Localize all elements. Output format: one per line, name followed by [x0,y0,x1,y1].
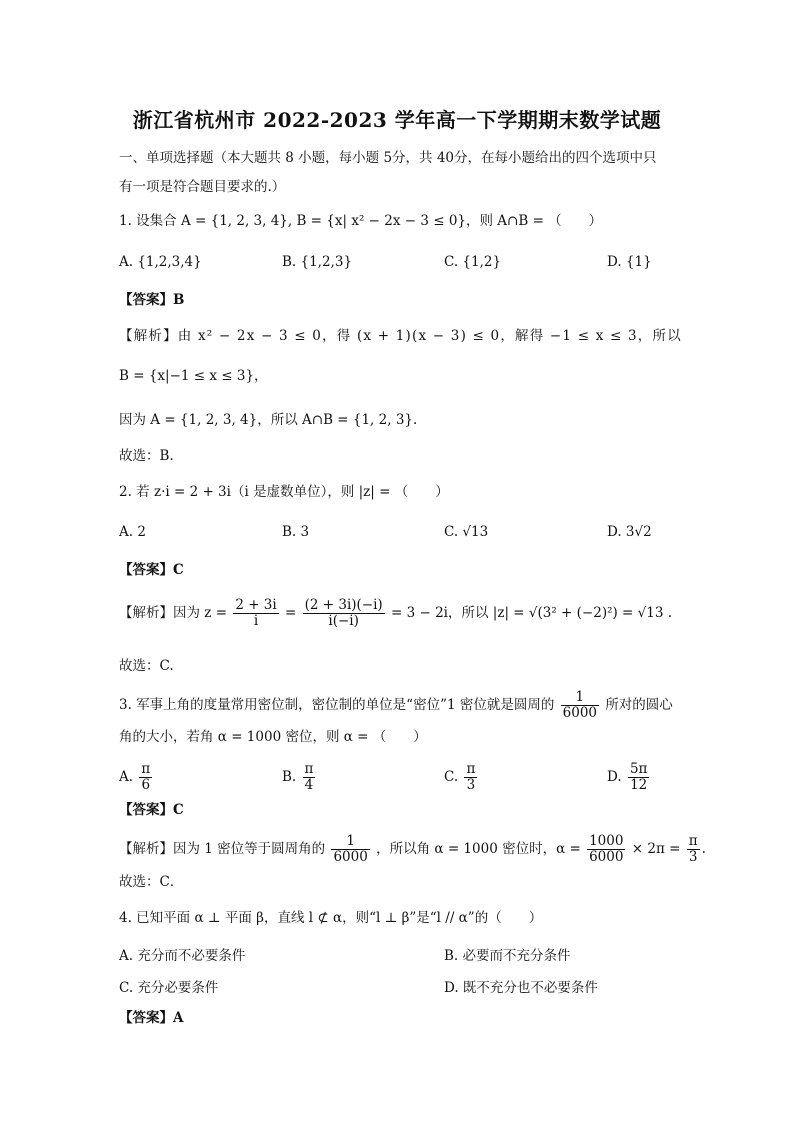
q2-analysis: 【解析】因为 z = $\frac{2 + 3i}{i}$ = $\frac{(2 + 3i)(-i)}{i(-i)}$ = 3 − 2i，所以 |z| = √(3² + (−2)²) = √13 . [119,597,673,629]
q1-answer: 【答案】B [119,292,185,308]
q3-conclusion: 故选：C． [119,874,184,890]
q3-option-a-fraction [139,762,152,793]
q2-option-d: D. 3√2 [607,524,652,540]
q3-analysis-fraction-1 [331,834,369,865]
q3-option-d-label: D. [607,769,622,785]
q3-stem-b: 所对的圆心 [605,697,673,713]
q3-analysis-a: 【解析】因为 1 密位等于圆周角的 [119,841,326,857]
q3-analysis-fraction-1-numerator: 1 [331,834,369,850]
q3-option-d [607,762,651,793]
q2-fraction-1 [233,598,278,629]
q2-answer: 【答案】C [119,562,184,578]
q3-analysis-fraction-3 [687,834,700,865]
q3-option-b-label: B. [282,769,297,785]
q3-analysis-c: × 2π = [631,841,681,857]
q3-option-a-numerator: π [141,761,151,777]
q3-option-d-denominator: 12 [630,777,648,793]
q3-option-b-numerator: π [304,761,314,777]
q4-stem: 4. 已知平面 α ⊥ 平面 β，直线 l ⊄ α，则“l ⊥ β”是“l // α”的（ ） [119,910,543,926]
q1-option-b: B. {1,2,3} [282,254,353,270]
q3-option-d-numerator: 5π [629,761,648,777]
q2-fraction-1-numerator: 2 + 3i [235,597,277,613]
q3-analysis: 【解析】因为 1 密位等于圆周角的 $\frac{1}{6000}$ ，所以角 α = 1000 密位时，α = $\frac{1000}{6000}$ × 2π = $\frac{\pi}{3}$ . [119,833,706,865]
q1-analysis-line2: B = {x|−1 ≤ x ≤ 3}， [119,368,268,384]
q2-option-b: B. 3 [282,524,310,540]
q1-conclusion: 故选：B. [119,448,174,464]
q2-option-c: C. √13 [444,524,489,540]
q1-option-c: C. {1,2} [444,254,502,270]
q3-option-b-fraction [303,762,316,793]
q3-stem-line2: 角的大小，若角 α = 1000 密位，则 α = （ ） [119,729,427,745]
q3-answer: 【答案】C [119,802,184,818]
q2-analysis-prefix: 【解析】因为 z = [119,605,228,621]
q1-option-a: A. {1,2,3,4} [119,254,202,270]
q4-option-a: A. 充分而不必要条件 [119,948,246,964]
q2-fraction-2 [303,598,385,629]
section-heading-line1: 一、单项选择题（本大题共 8 小题，每小题 5分，共 40分，在每小题给出的四个选项中只 [119,150,657,166]
q3-option-a-denominator: 6 [141,777,151,793]
q3-option-b [282,762,317,793]
q4-option-d: D. 既不充分也不必要条件 [444,980,598,996]
page-title: 浙江省杭州市 2022-2023 学年高一下学期期末数学试题 [132,108,662,132]
q3-analysis-b: ，所以角 α = 1000 密位时，α = [376,841,581,857]
q4-option-b: B. 必要而不充分条件 [444,948,571,964]
q3-option-a [119,762,154,793]
q3-option-a-label: A. [119,769,134,785]
q3-analysis-fraction-3-numerator: π [688,833,698,849]
q3-stem-fraction-denominator: 6000 [562,705,598,721]
q3-stem-a: 3. 军事上角的度量常用密位制，密位制的单位是“密位”1 密位就是圆周的 [119,697,555,713]
q1-stem: 1. 设集合 A = {1, 2, 3, 4}, B = {x| x² − 2x − 3 ≤ 0}，则 A∩B = （ ） [119,213,603,229]
q3-analysis-fraction-2-numerator: 1000 [589,833,624,849]
q3-analysis-fraction-2-denominator: 6000 [589,849,624,865]
q3-stem-fraction [561,690,599,721]
q3-option-c-denominator: 3 [466,777,476,793]
q3-analysis-fraction-3-denominator: 3 [688,849,698,865]
q1-option-d: D. {1} [607,254,652,270]
q3-analysis-fraction-2 [587,834,625,865]
q2-fraction-1-denominator: i [253,613,259,629]
q2-stem: 2. 若 z·i = 2 + 3i（i 是虚数单位），则 |z| = （ ） [119,484,449,500]
q2-fraction-2-numerator: (2 + 3i)(−i) [304,597,383,613]
q3-option-d-fraction [628,762,649,793]
q3-option-c-fraction [464,762,477,793]
q2-conclusion: 故选：C. [119,658,174,674]
q3-option-b-denominator: 4 [304,777,314,793]
q1-analysis-line3: 因为 A = {1, 2, 3, 4}，所以 A∩B = {1, 2, 3}. [119,412,418,428]
section-heading-line2: 有一项是符合题目要求的.） [119,179,286,195]
q3-option-c [444,762,479,793]
q2-analysis-suffix: = 3 − 2i，所以 |z| = √(3² + (−2)²) = √13 . [391,605,673,621]
q2-fraction-2-denominator: i(−i) [328,613,359,629]
q4-option-c: C. 充分必要条件 [119,980,219,996]
q3-stem-fraction-numerator: 1 [561,690,599,706]
q3-option-c-label: C. [444,769,459,785]
q1-analysis-line1: 【解析】由 x² − 2x − 3 ≤ 0，得 (x + 1)(x − 3) ≤ 0，解得 −1 ≤ x ≤ 3，所以 [119,328,682,344]
q3-option-c-numerator: π [466,761,476,777]
q3-analysis-fraction-1-denominator: 6000 [333,849,368,865]
q3-stem-line1 [119,690,673,721]
q2-option-a: A. 2 [119,524,146,540]
q4-answer: 【答案】A [119,1010,184,1026]
